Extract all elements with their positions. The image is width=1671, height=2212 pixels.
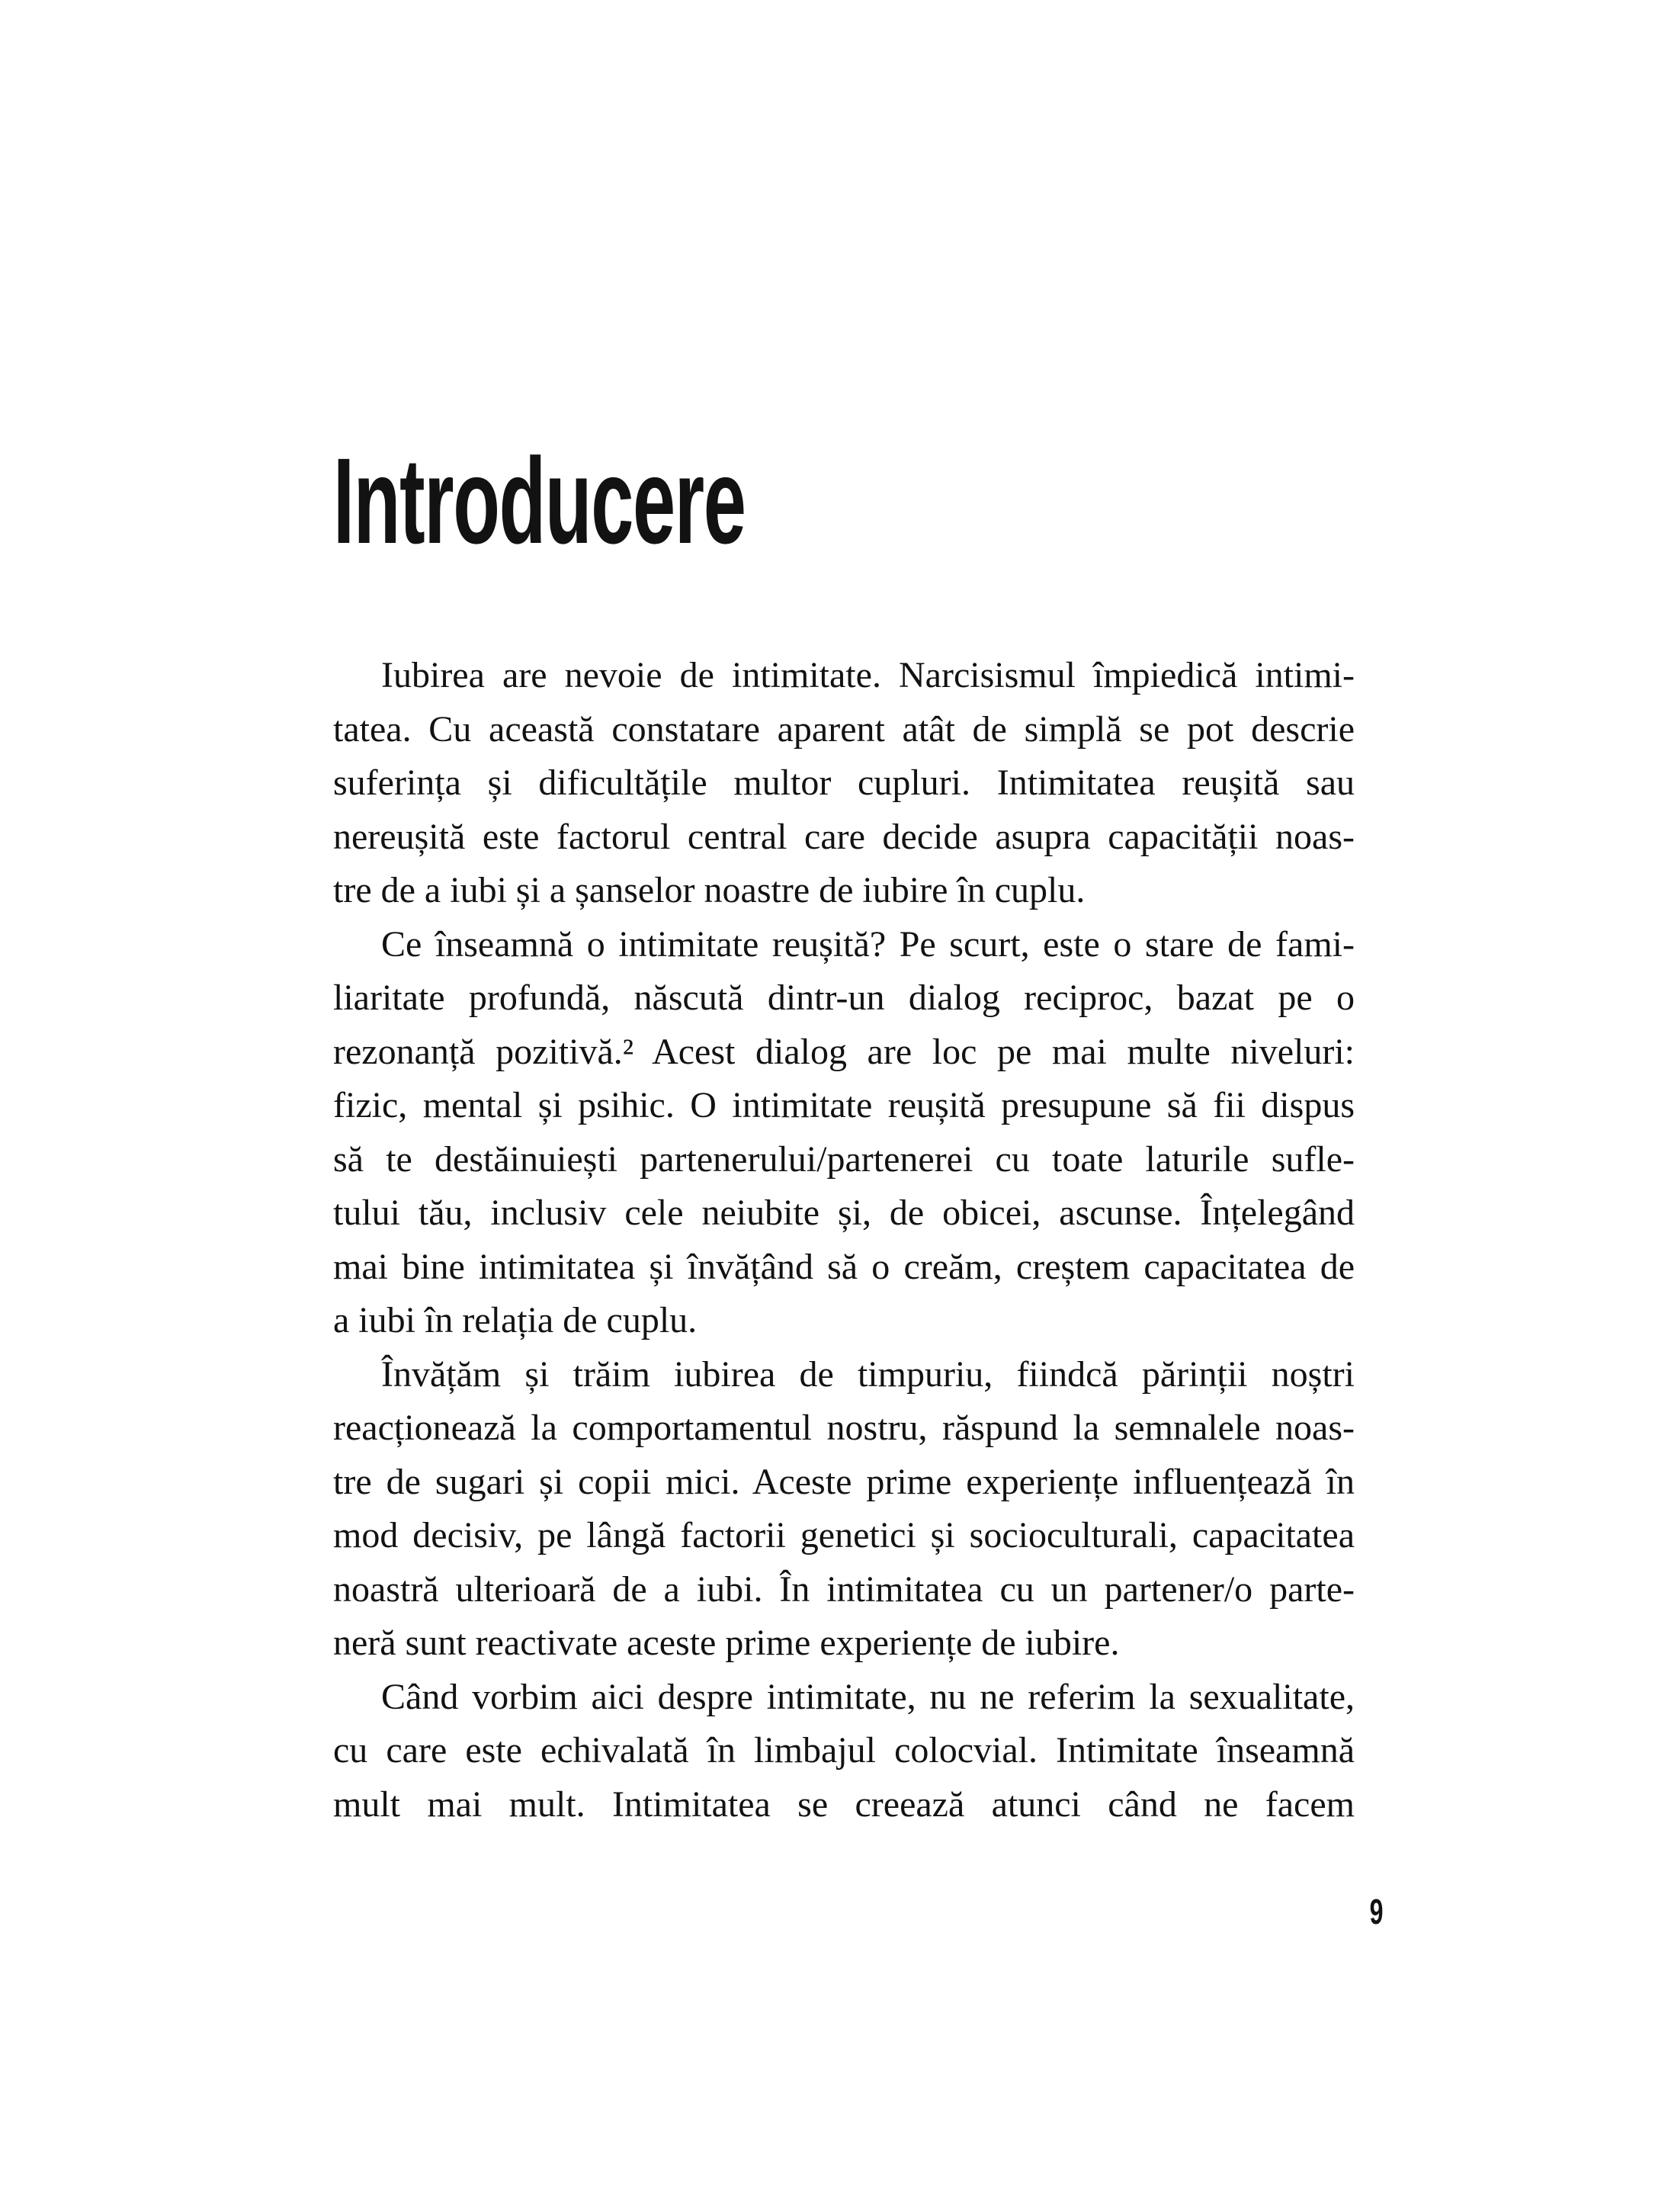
text-line: Iubirea are nevoie de intimitate. Narcisismul împiedică intimi-: [381, 655, 1355, 695]
text-line: mult mai mult. Intimitatea se creează atunci când ne facem: [333, 1783, 1355, 1825]
text-line: tatea. Cu această constatare aparent atât de simplă se pot descrie: [333, 708, 1355, 750]
text-line: tre de a iubi și a șanselor noastre de iubire în cuplu.: [333, 870, 1086, 910]
chapter-title: Introducere: [333, 432, 746, 569]
paragraph: [333, 649, 1355, 918]
text-line: cu care este echivalată în limbajul colocvial. Intimitate înseamnă: [333, 1730, 1355, 1771]
text-line: rezonanță pozitivă.² Acest dialog are loc pe mai multe niveluri:: [333, 1031, 1355, 1072]
text-line: Când vorbim aici despre intimitate, nu ne referim la sexualitate,: [381, 1676, 1355, 1717]
text-line: să te destăinuiești partenerului/partenerei cu toate laturile sufle-: [333, 1138, 1355, 1180]
text-line: noastră ulterioară de a iubi. În intimitatea cu un partener/o parte-: [333, 1568, 1355, 1610]
text-line: tre de sugari și copii mici. Aceste prime experiențe influențează în: [333, 1461, 1355, 1502]
text-line: mai bine intimitatea și învățând să o creăm, creștem capacitatea de: [333, 1246, 1355, 1287]
text-line: Învățăm și trăim iubirea de timpuriu, fiindcă părinții noștri: [381, 1353, 1355, 1395]
text-line: a iubi în relația de cuplu.: [333, 1300, 698, 1340]
text-line: reacționează la comportamentul nostru, răspund la semnalele noas-: [333, 1408, 1355, 1448]
text-line: tului tău, inclusiv cele neiubite și, de obicei, ascunse. Înțelegând: [333, 1193, 1355, 1233]
text-line: fizic, mental și psihic. O intimitate reușită presupune să fii dispus: [333, 1085, 1355, 1125]
paragraph: [333, 1348, 1355, 1671]
paragraph: [333, 918, 1355, 1348]
text-line: nereușită este factorul central care decide asupra capacității noas-: [333, 816, 1355, 857]
text-line: mod decisiv, pe lângă factorii genetici și socioculturali, capacitatea: [333, 1515, 1355, 1555]
text-line: neră sunt reactivate aceste prime experiențe de iubire.: [333, 1623, 1120, 1663]
paragraph: [333, 1671, 1355, 1832]
text-line: Ce înseamnă o intimitate reușită? Pe scurt, este o stare de fami-: [381, 923, 1355, 965]
page-number: 9: [1370, 1892, 1384, 1931]
text-line: suferința și dificultățile multor cupluri. Intimitatea reușită sau: [333, 762, 1355, 803]
text-line: liaritate profundă, născută dintr-un dialog reciproc, bazat pe o: [333, 978, 1355, 1018]
body-text: [333, 649, 1355, 1832]
